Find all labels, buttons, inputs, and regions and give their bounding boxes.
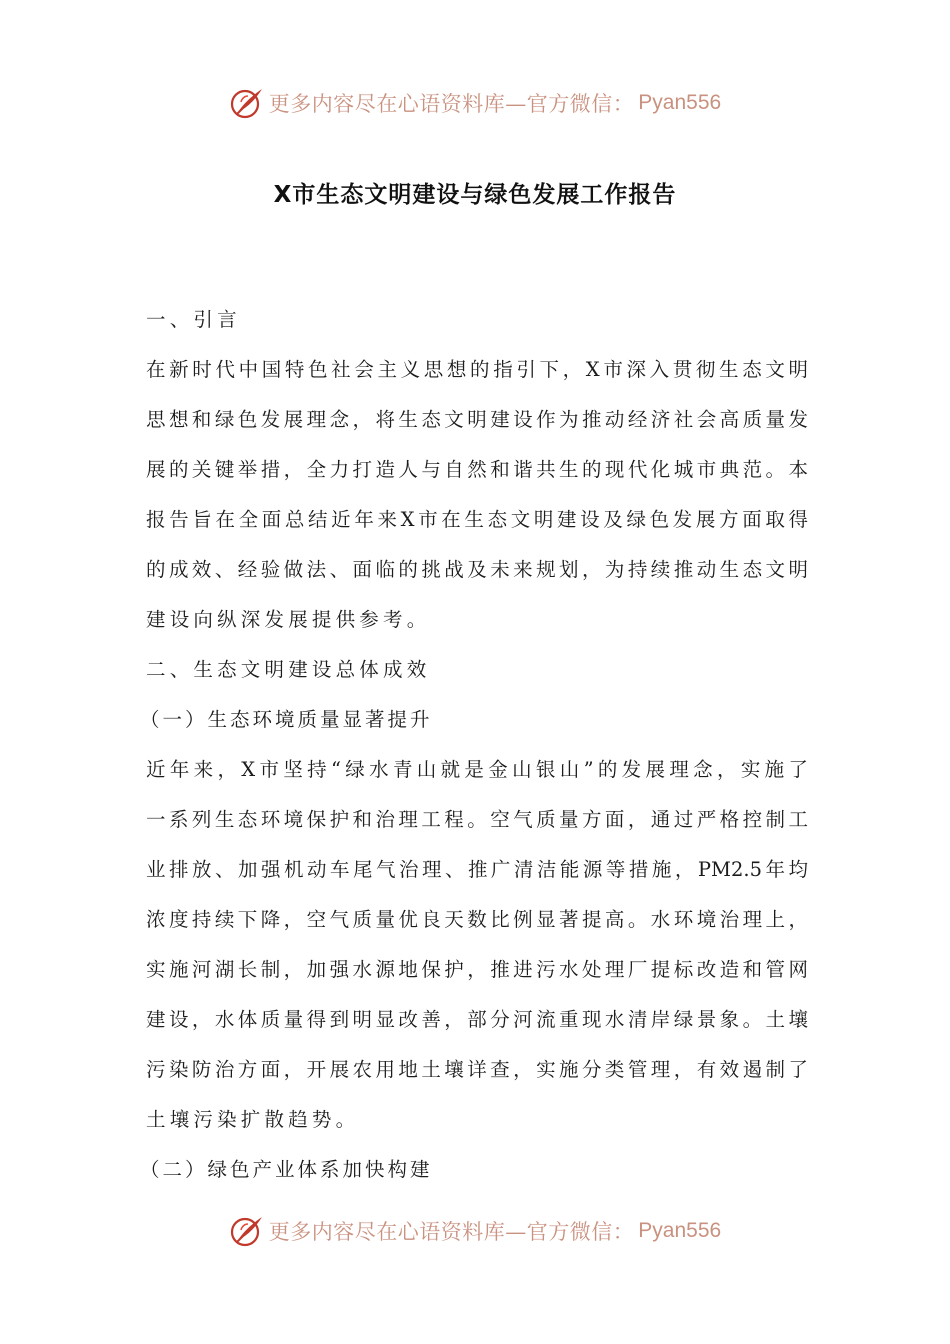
watermark-wechat-id: Pyan556 (638, 1219, 722, 1242)
intro-paragraph (146, 345, 808, 645)
subsection-heading-green-industry: （二）绿色产业体系加快构建 (140, 1158, 433, 1181)
paragraph-line: 思想和绿色发展理念，将生态文明建设作为推动经济社会高质量发 (146, 408, 808, 431)
paragraph-line: 近年来，X市坚持“绿水青山就是金山银山”的发展理念，实施了 (146, 758, 808, 781)
paragraph-line: 展的关键举措，全力打造人与自然和谐共生的现代化城市典范。本 (146, 458, 808, 481)
paragraph-line: 在新时代中国特色社会主义思想的指引下，X市深入贯彻生态文明 (146, 358, 808, 381)
paragraph-line: 实施河湖长制，加强水源地保护，推进污水处理厂提标改造和管网 (146, 958, 808, 981)
paragraph-line: 建设向纵深发展提供参考。 (146, 608, 431, 631)
paragraph-line: 的成效、经验做法、面临的挑战及未来规划，为持续推动生态文明 (146, 558, 808, 581)
watermark-banner-bottom (0, 1208, 950, 1254)
document-body (140, 295, 808, 1195)
quill-logo-icon (229, 1213, 265, 1249)
paragraph-line: 污染防治方面，开展农用地土壤详查，实施分类管理，有效遏制了 (146, 1058, 808, 1081)
watermark-banner-top (0, 80, 950, 126)
watermark-wechat-id: Pyan556 (638, 91, 722, 114)
paragraph-line: 浓度持续下降，空气质量优良天数比例显著提高。水环境治理上， (146, 908, 808, 931)
watermark-text: 更多内容尽在心语资料库—官方微信： (268, 92, 635, 116)
document-title: X市生态文明建设与绿色发展工作报告 (273, 182, 677, 208)
paragraph-line: 一系列生态环境保护和治理工程。空气质量方面，通过严格控制工 (146, 808, 808, 831)
subsection-heading-environment: （一）生态环境质量显著提升 (140, 708, 433, 731)
paragraph-line: 土壤污染扩散趋势。 (146, 1108, 360, 1131)
section-heading-intro: 一、引言 (146, 308, 241, 331)
paragraph-line: 建设，水体质量得到明显改善，部分河流重现水清岸绿景象。土壤 (146, 1008, 808, 1031)
paragraph-line: 业排放、加强机动车尾气治理、推广清洁能源等措施，PM2.5年均 (146, 858, 808, 881)
watermark-text: 更多内容尽在心语资料库—官方微信： (268, 1220, 635, 1244)
quill-logo-icon (229, 85, 265, 121)
section-heading-achievements: 二、生态文明建设总体成效 (146, 658, 431, 681)
environment-paragraph (146, 745, 808, 1145)
paragraph-line: 报告旨在全面总结近年来X市在生态文明建设及绿色发展方面取得 (146, 508, 808, 531)
